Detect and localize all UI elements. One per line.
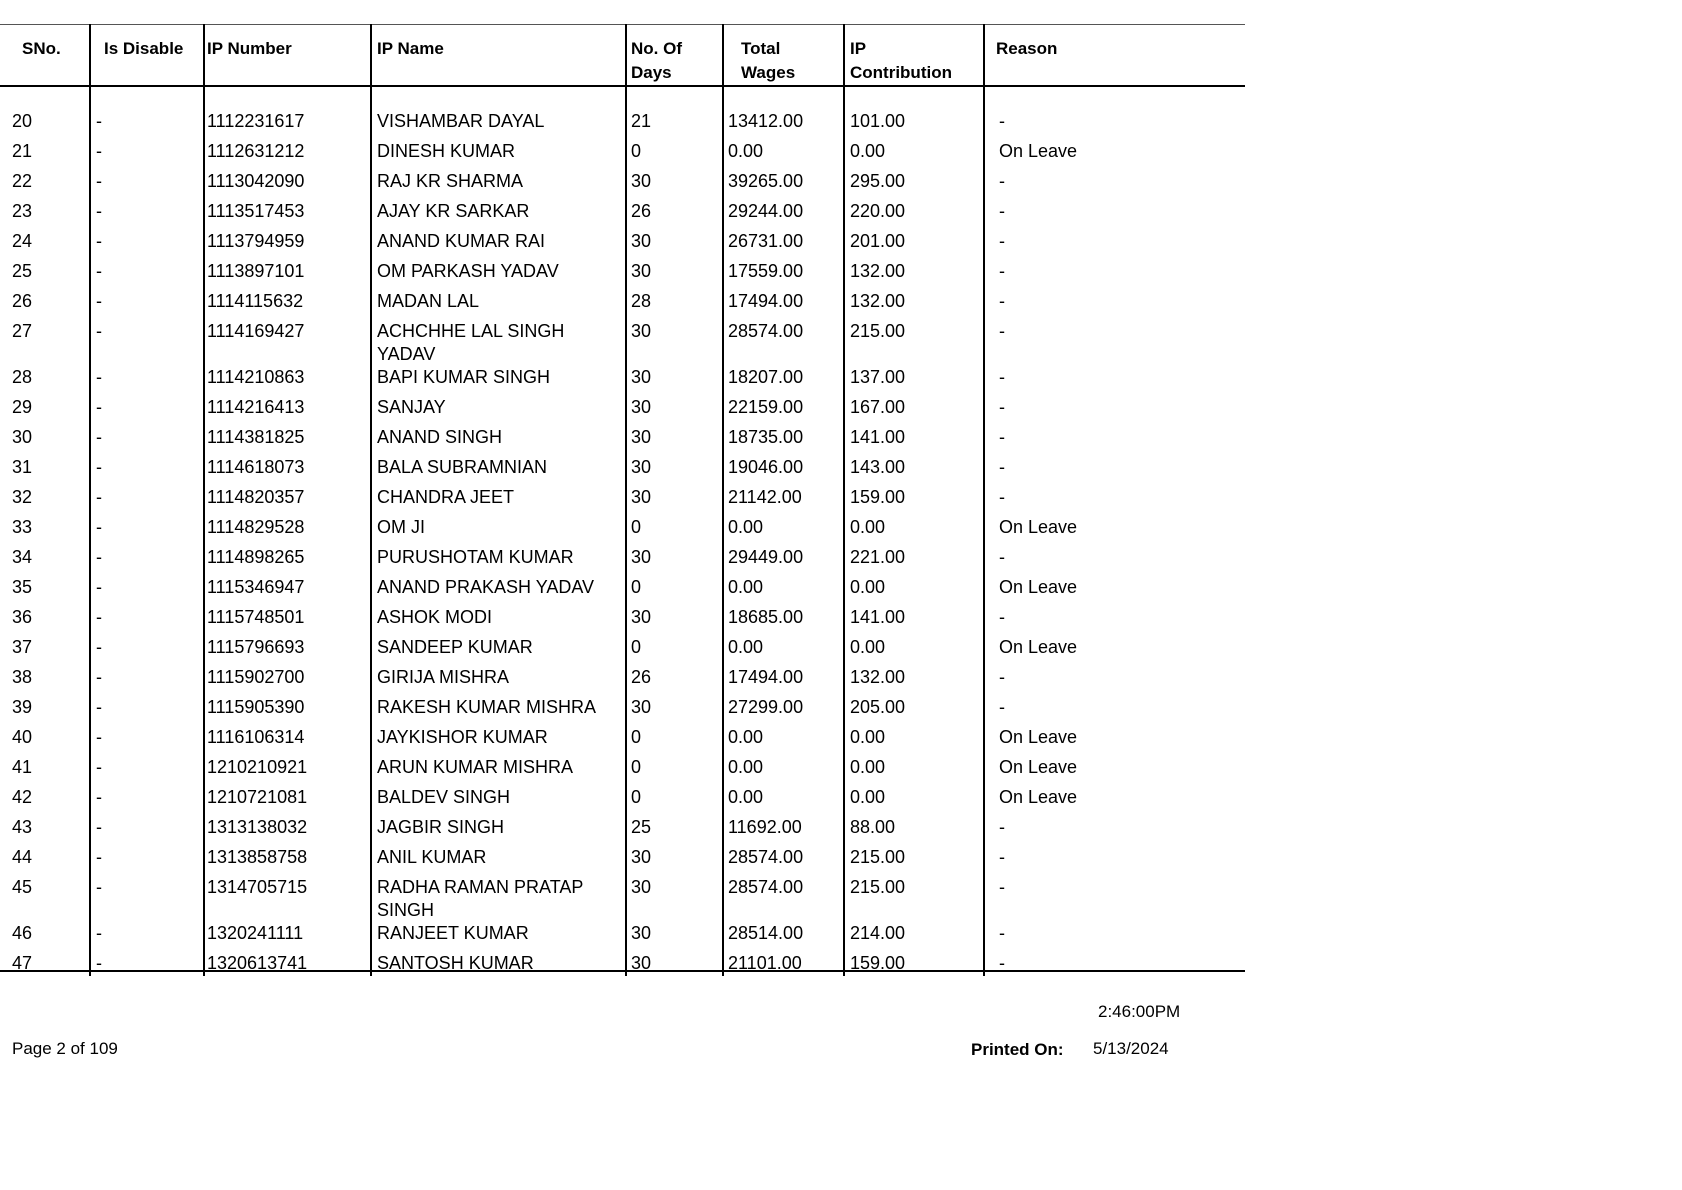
table-row [0, 452, 1245, 482]
cell-is-disable: - [96, 577, 102, 597]
cell-ip-contribution: 132.00 [850, 291, 906, 311]
cell-ip-number: 1320613741 [207, 953, 308, 973]
cell-ip-number: 1313858758 [207, 847, 308, 867]
cell-reason: On Leave [999, 787, 1078, 807]
cell-total-wages: 28574.00 [728, 877, 804, 897]
table-row [0, 196, 1245, 226]
cell-reason: - [999, 547, 1005, 567]
cell-ip-number: 1114115632 [207, 291, 304, 311]
cell-reason: - [999, 847, 1005, 867]
cell-ip-contribution: 220.00 [850, 201, 906, 221]
cell-ip-name: SANJAY [377, 397, 446, 417]
table-row [0, 632, 1245, 662]
table-row [0, 482, 1245, 512]
cell-ip-contribution: 143.00 [850, 457, 906, 477]
cell-sno: 22 [12, 171, 33, 191]
cell-ip-number: 1210210921 [207, 757, 308, 777]
table-row [0, 842, 1245, 872]
table-row [0, 918, 1245, 948]
table-row [0, 782, 1245, 812]
cell-is-disable: - [96, 171, 102, 191]
header-is-disable: Is Disable [104, 39, 184, 58]
cell-no-of-days: 0 [631, 517, 642, 537]
cell-total-wages: 17559.00 [728, 261, 804, 281]
cell-ip-contribution: 201.00 [850, 231, 906, 251]
cell-no-of-days: 28 [631, 291, 652, 311]
cell-sno: 41 [12, 757, 33, 777]
cell-ip-number: 1314705715 [207, 877, 308, 897]
cell-no-of-days: 0 [631, 757, 642, 777]
cell-sno: 33 [12, 517, 33, 537]
cell-is-disable: - [96, 877, 102, 897]
cell-ip-number: 1113517453 [207, 201, 305, 221]
cell-no-of-days: 21 [631, 111, 652, 131]
table-body [0, 106, 1245, 978]
cell-no-of-days: 0 [631, 577, 642, 597]
cell-reason: - [999, 201, 1005, 221]
table-row [0, 316, 1245, 362]
cell-ip-contribution: 0.00 [850, 757, 886, 777]
cell-sno: 46 [12, 923, 33, 943]
cell-ip-name: OM PARKASH YADAV [377, 261, 559, 281]
cell-reason: On Leave [999, 637, 1078, 657]
cell-reason: - [999, 487, 1005, 507]
cell-reason: - [999, 261, 1005, 281]
cell-sno: 47 [12, 953, 33, 973]
header-total-wages [741, 37, 795, 85]
cell-ip-contribution: 0.00 [850, 637, 886, 657]
table-row [0, 392, 1245, 422]
cell-is-disable: - [96, 953, 102, 973]
cell-reason: - [999, 291, 1005, 311]
table-row [0, 692, 1245, 722]
cell-is-disable: - [96, 291, 102, 311]
cell-ip-number: 1113042090 [207, 171, 305, 191]
cell-reason: - [999, 667, 1005, 687]
cell-ip-name: VISHAMBAR DAYAL [377, 111, 545, 131]
cell-no-of-days: 30 [631, 261, 652, 281]
cell-ip-name: BALDEV SINGH [377, 787, 511, 807]
cell-is-disable: - [96, 111, 102, 131]
cell-is-disable: - [96, 547, 102, 567]
cell-ip-name: AJAY KR SARKAR [377, 201, 530, 221]
cell-ip-contribution: 132.00 [850, 667, 906, 687]
header-ip-contribution [850, 37, 952, 85]
cell-total-wages: 17494.00 [728, 667, 804, 687]
header-reason: Reason [996, 39, 1058, 58]
cell-no-of-days: 30 [631, 367, 652, 387]
cell-ip-name: BAPI KUMAR SINGH [377, 367, 551, 387]
cell-no-of-days: 30 [631, 547, 652, 567]
table-row [0, 512, 1245, 542]
cell-no-of-days: 30 [631, 697, 652, 717]
header-no-of-days-line1: No. Of [631, 39, 682, 58]
cell-ip-contribution: 137.00 [850, 367, 906, 387]
cell-ip-number: 1116106314 [207, 727, 305, 747]
cell-is-disable: - [96, 367, 102, 387]
header-ip-contribution-line1: IP [850, 39, 867, 58]
cell-total-wages: 27299.00 [728, 697, 804, 717]
cell-ip-number: 1115748501 [207, 607, 305, 627]
cell-no-of-days: 26 [631, 201, 652, 221]
cell-is-disable: - [96, 817, 102, 837]
cell-total-wages: 18735.00 [728, 427, 804, 447]
cell-ip-number: 1114169427 [207, 321, 305, 341]
cell-reason: - [999, 697, 1005, 717]
cell-total-wages: 17494.00 [728, 291, 804, 311]
cell-ip-contribution: 295.00 [850, 171, 906, 191]
table-row [0, 106, 1245, 136]
cell-is-disable: - [96, 607, 102, 627]
cell-reason: On Leave [999, 757, 1078, 777]
cell-is-disable: - [96, 923, 102, 943]
cell-is-disable: - [96, 787, 102, 807]
cell-sno: 31 [12, 457, 33, 477]
cell-total-wages: 21142.00 [728, 487, 802, 507]
cell-is-disable: - [96, 261, 102, 281]
cell-is-disable: - [96, 231, 102, 251]
cell-reason: - [999, 427, 1005, 447]
cell-ip-contribution: 101.00 [850, 111, 906, 131]
printed-date: 5/13/2024 [1093, 1039, 1169, 1058]
header-total-wages-line1: Total [741, 39, 781, 58]
cell-total-wages: 0.00 [728, 141, 764, 161]
cell-ip-name: SANTOSH KUMAR [377, 953, 534, 973]
cell-ip-name: ASHOK MODI [377, 607, 493, 627]
cell-ip-contribution: 0.00 [850, 787, 886, 807]
cell-total-wages: 22159.00 [728, 397, 804, 417]
cell-sno: 44 [12, 847, 33, 867]
cell-is-disable: - [96, 727, 102, 747]
cell-sno: 37 [12, 637, 33, 657]
cell-is-disable: - [96, 141, 102, 161]
cell-is-disable: - [96, 201, 102, 221]
cell-is-disable: - [96, 697, 102, 717]
cell-total-wages: 0.00 [728, 727, 764, 747]
cell-reason: - [999, 457, 1005, 477]
page-number: Page 2 of 109 [12, 1039, 118, 1058]
cell-ip-number: 1113897101 [207, 261, 305, 281]
table-row [0, 662, 1245, 692]
cell-ip-name: OM JI [377, 517, 425, 537]
table-row [0, 422, 1245, 452]
cell-ip-number: 1320241111 [207, 923, 304, 943]
table-row [0, 602, 1245, 632]
cell-sno: 29 [12, 397, 33, 417]
cell-reason: On Leave [999, 577, 1078, 597]
cell-reason: - [999, 877, 1005, 897]
cell-ip-name: RADHA RAMAN PRATAP SINGH [377, 877, 584, 920]
cell-sno: 40 [12, 727, 33, 747]
table-bottom-rule [0, 970, 1245, 972]
cell-ip-contribution: 0.00 [850, 727, 886, 747]
cell-is-disable: - [96, 427, 102, 447]
cell-sno: 25 [12, 261, 33, 281]
table-row [0, 542, 1245, 572]
cell-no-of-days: 30 [631, 487, 652, 507]
cell-total-wages: 0.00 [728, 577, 764, 597]
cell-no-of-days: 30 [631, 607, 652, 627]
cell-ip-number: 1210721081 [207, 787, 308, 807]
cell-no-of-days: 30 [631, 231, 652, 251]
cell-total-wages: 0.00 [728, 787, 764, 807]
table-row [0, 166, 1245, 196]
cell-sno: 21 [12, 141, 33, 161]
cell-is-disable: - [96, 321, 102, 341]
cell-total-wages: 18685.00 [728, 607, 804, 627]
cell-ip-name: RAKESH KUMAR MISHRA [377, 697, 597, 717]
header-no-of-days-line2: Days [631, 63, 672, 82]
cell-no-of-days: 0 [631, 141, 642, 161]
table-row [0, 572, 1245, 602]
cell-sno: 39 [12, 697, 33, 717]
cell-ip-name: ANAND KUMAR RAI [377, 231, 546, 251]
cell-ip-name: BALA SUBRAMNIAN [377, 457, 548, 477]
cell-no-of-days: 25 [631, 817, 652, 837]
cell-reason: - [999, 923, 1005, 943]
cell-sno: 26 [12, 291, 33, 311]
header-total-wages-line2: Wages [741, 63, 796, 82]
cell-ip-name: ARUN KUMAR MISHRA [377, 757, 574, 777]
cell-no-of-days: 26 [631, 667, 652, 687]
cell-sno: 36 [12, 607, 33, 627]
cell-total-wages: 21101.00 [728, 953, 802, 973]
table-row [0, 812, 1245, 842]
cell-is-disable: - [96, 487, 102, 507]
printed-on-label: Printed On: [971, 1040, 1064, 1059]
cell-reason: - [999, 231, 1005, 251]
cell-is-disable: - [96, 517, 102, 537]
table-row [0, 872, 1245, 918]
table-row [0, 226, 1245, 256]
cell-ip-contribution: 141.00 [850, 607, 906, 627]
cell-ip-contribution: 215.00 [850, 877, 906, 897]
cell-ip-number: 1115346947 [207, 577, 305, 597]
cell-ip-contribution: 159.00 [850, 953, 906, 973]
cell-ip-number: 1114898265 [207, 547, 305, 567]
table-row [0, 136, 1245, 166]
cell-total-wages: 28514.00 [728, 923, 804, 943]
header-sno: SNo. [22, 39, 61, 58]
cell-ip-number: 1114618073 [207, 457, 305, 477]
cell-total-wages: 29244.00 [728, 201, 804, 221]
cell-ip-number: 1112631212 [207, 141, 305, 161]
table-row [0, 256, 1245, 286]
cell-is-disable: - [96, 397, 102, 417]
cell-ip-number: 1114216413 [207, 397, 305, 417]
cell-ip-number: 1114210863 [207, 367, 305, 387]
cell-sno: 38 [12, 667, 33, 687]
cell-ip-number: 1112231617 [207, 111, 305, 131]
cell-reason: - [999, 397, 1005, 417]
cell-sno: 43 [12, 817, 33, 837]
table-row [0, 722, 1245, 752]
cell-total-wages: 18207.00 [728, 367, 804, 387]
cell-sno: 30 [12, 427, 33, 447]
cell-total-wages: 0.00 [728, 757, 764, 777]
cell-sno: 34 [12, 547, 33, 567]
cell-reason: - [999, 953, 1005, 973]
table-row [0, 362, 1245, 392]
cell-ip-contribution: 167.00 [850, 397, 906, 417]
cell-ip-name: DINESH KUMAR [377, 141, 516, 161]
cell-ip-contribution: 132.00 [850, 261, 906, 281]
cell-no-of-days: 0 [631, 787, 642, 807]
header-rule [0, 85, 1245, 87]
header-ip-name: IP Name [377, 39, 444, 58]
cell-sno: 20 [12, 111, 33, 131]
cell-reason: - [999, 367, 1005, 387]
cell-ip-contribution: 215.00 [850, 321, 906, 341]
cell-sno: 27 [12, 321, 33, 341]
cell-reason: - [999, 321, 1005, 341]
cell-total-wages: 11692.00 [728, 817, 802, 837]
cell-reason: On Leave [999, 141, 1078, 161]
cell-sno: 28 [12, 367, 33, 387]
cell-no-of-days: 0 [631, 727, 642, 747]
cell-ip-name: ANAND SINGH [377, 427, 503, 447]
cell-ip-name: ANIL KUMAR [377, 847, 487, 867]
cell-total-wages: 0.00 [728, 517, 764, 537]
cell-sno: 24 [12, 231, 33, 251]
cell-total-wages: 39265.00 [728, 171, 804, 191]
cell-no-of-days: 30 [631, 427, 652, 447]
cell-ip-number: 1113794959 [207, 231, 305, 251]
cell-ip-contribution: 205.00 [850, 697, 906, 717]
cell-ip-number: 1115905390 [207, 697, 305, 717]
cell-sno: 35 [12, 577, 33, 597]
cell-ip-name: RAJ KR SHARMA [377, 171, 524, 191]
cell-no-of-days: 30 [631, 923, 652, 943]
cell-ip-name: JAYKISHOR KUMAR [377, 727, 548, 747]
cell-sno: 42 [12, 787, 33, 807]
table-top-rule [0, 24, 1245, 25]
cell-ip-name: SANDEEP KUMAR [377, 637, 533, 657]
cell-ip-contribution: 214.00 [850, 923, 906, 943]
contribution-table [0, 24, 1245, 974]
cell-ip-contribution: 0.00 [850, 141, 886, 161]
cell-total-wages: 26731.00 [728, 231, 804, 251]
header-ip-number: IP Number [207, 39, 292, 58]
cell-no-of-days: 30 [631, 397, 652, 417]
cell-is-disable: - [96, 847, 102, 867]
printed-time: 2:46:00PM [1098, 1002, 1181, 1021]
cell-ip-number: 1115796693 [207, 637, 305, 657]
cell-no-of-days: 30 [631, 171, 652, 191]
cell-total-wages: 19046.00 [728, 457, 804, 477]
cell-ip-name: PURUSHOTAM KUMAR [377, 547, 574, 567]
cell-reason: - [999, 111, 1005, 131]
cell-total-wages: 13412.00 [728, 111, 804, 131]
cell-is-disable: - [96, 457, 102, 477]
cell-ip-contribution: 0.00 [850, 577, 886, 597]
cell-ip-name: CHANDRA JEET [377, 487, 515, 507]
cell-ip-number: 1313138032 [207, 817, 308, 837]
header-no-of-days [631, 37, 682, 85]
cell-ip-number: 1115902700 [207, 667, 305, 687]
cell-ip-number: 1114381825 [207, 427, 305, 447]
cell-ip-name: ACHCHHE LAL SINGH YADAV [377, 321, 565, 364]
cell-is-disable: - [96, 667, 102, 687]
cell-no-of-days: 30 [631, 953, 652, 973]
cell-no-of-days: 30 [631, 847, 652, 867]
cell-no-of-days: 0 [631, 637, 642, 657]
cell-total-wages: 28574.00 [728, 321, 804, 341]
cell-ip-contribution: 221.00 [850, 547, 906, 567]
cell-ip-contribution: 141.00 [850, 427, 906, 447]
table-row [0, 286, 1245, 316]
cell-total-wages: 29449.00 [728, 547, 804, 567]
cell-ip-name: JAGBIR SINGH [377, 817, 505, 837]
cell-is-disable: - [96, 757, 102, 777]
cell-reason: - [999, 817, 1005, 837]
cell-ip-contribution: 159.00 [850, 487, 906, 507]
cell-ip-number: 1114820357 [207, 487, 305, 507]
header-ip-contribution-line2: Contribution [850, 63, 952, 82]
cell-no-of-days: 30 [631, 321, 652, 341]
cell-ip-contribution: 88.00 [850, 817, 896, 837]
cell-reason: On Leave [999, 517, 1078, 537]
cell-no-of-days: 30 [631, 457, 652, 477]
table-row [0, 948, 1245, 978]
cell-ip-name: ANAND PRAKASH YADAV [377, 577, 595, 597]
cell-no-of-days: 30 [631, 877, 652, 897]
cell-ip-contribution: 0.00 [850, 517, 886, 537]
cell-sno: 32 [12, 487, 33, 507]
cell-is-disable: - [96, 637, 102, 657]
cell-ip-number: 1114829528 [207, 517, 305, 537]
cell-reason: - [999, 607, 1005, 627]
cell-reason: On Leave [999, 727, 1078, 747]
cell-total-wages: 0.00 [728, 637, 764, 657]
cell-ip-contribution: 215.00 [850, 847, 906, 867]
cell-sno: 45 [12, 877, 33, 897]
cell-ip-name: MADAN LAL [377, 291, 480, 311]
cell-reason: - [999, 171, 1005, 191]
cell-sno: 23 [12, 201, 33, 221]
cell-ip-name: GIRIJA MISHRA [377, 667, 510, 687]
cell-total-wages: 28574.00 [728, 847, 804, 867]
cell-ip-name: RANJEET KUMAR [377, 923, 529, 943]
table-row [0, 752, 1245, 782]
